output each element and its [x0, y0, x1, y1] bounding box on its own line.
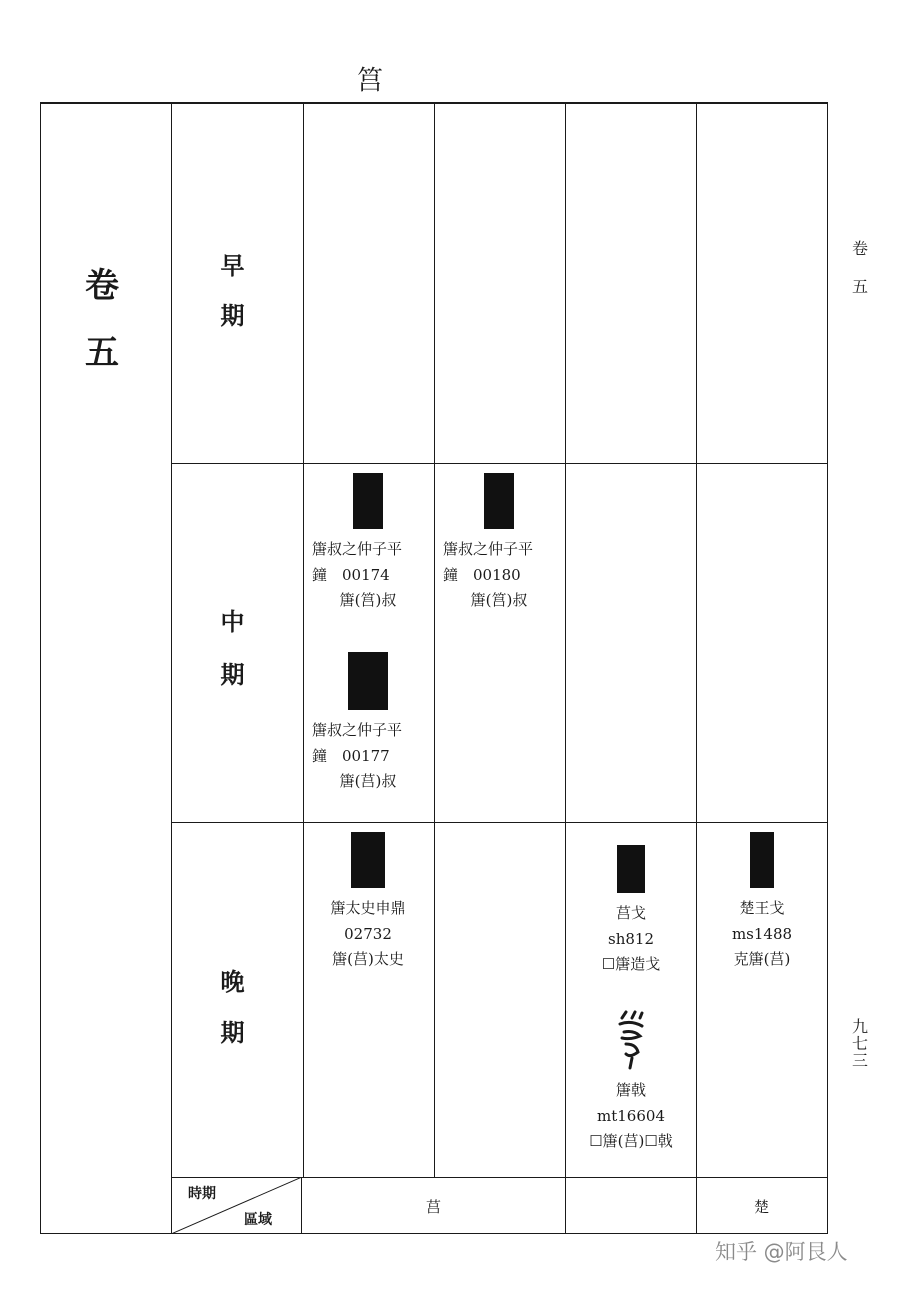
entry-late-4: [701, 832, 823, 973]
header-period: 時期: [188, 1186, 216, 1202]
entry-line: ☐篖造戈: [601, 955, 661, 973]
volume-char-1: 卷: [85, 266, 119, 306]
entry-middle-2: [312, 652, 424, 795]
page-number-1: 九: [851, 1017, 868, 1036]
entry-line: sh812: [608, 929, 654, 948]
entry-late-2: [570, 845, 692, 978]
volume-char-2: 五: [85, 333, 119, 373]
inscription-rubbing-image: [484, 473, 514, 529]
period-early-2: 期: [220, 301, 245, 330]
entry-line: 篖(筥)叔: [470, 591, 528, 609]
watermark: 知乎 @阿艮人: [715, 1240, 848, 1264]
entry-line: 鐘 00174: [312, 565, 390, 584]
entry-line: 篖太史申鼎: [330, 899, 406, 917]
inscription-rubbing-image: [351, 832, 385, 888]
entry-line: 篖(莒)太史: [332, 950, 404, 968]
period-middle-1: 中: [220, 607, 245, 636]
entry-line: 篖叔之仲子平: [312, 540, 403, 558]
page-title: 筥: [356, 66, 383, 96]
entry-line: 02732: [344, 924, 392, 943]
header-region: 區域: [244, 1212, 272, 1228]
entry-line: 篖戟: [615, 1081, 646, 1099]
entry-line: 楚王戈: [739, 899, 785, 917]
side-volume-2: 五: [851, 277, 868, 296]
inscription-rubbing-image: [353, 473, 383, 529]
entry-late-1: [308, 832, 428, 973]
entry-line: 莒戈: [615, 904, 646, 922]
period-late-2: 期: [220, 1018, 245, 1047]
region-ju: 莒: [425, 1198, 441, 1216]
period-late-1: 晚: [220, 967, 245, 996]
entry-middle-1: [312, 473, 424, 614]
entry-line: 鐘 00177: [312, 746, 390, 765]
entry-line: 鐘 00180: [443, 565, 521, 584]
side-volume-1: 卷: [851, 239, 868, 258]
entry-line: 篖叔之仲子平: [312, 721, 403, 739]
page-number-3: 三: [851, 1051, 868, 1070]
entry-line: 篖叔之仲子平: [443, 540, 534, 558]
page-number-2: 七: [851, 1034, 868, 1053]
inscription-rubbing-image: [617, 845, 645, 893]
entry-late-3: [570, 1010, 692, 1155]
period-middle-2: 期: [220, 660, 245, 689]
inscription-rubbing-image: [750, 832, 774, 888]
entry-line: mt16604: [597, 1106, 665, 1125]
inscription-rubbing-image: [348, 652, 388, 710]
entry-line: 篖(莒)叔: [339, 772, 397, 790]
entry-middle-3: [443, 473, 555, 614]
entry-line: ms1488: [731, 924, 793, 943]
entry-line: 克篖(莒): [733, 950, 791, 968]
entry-line: ☐篖(莒)☐戟: [589, 1132, 673, 1150]
inscription-glyph-image: [616, 1010, 646, 1070]
entry-line: 篖(筥)叔: [339, 591, 397, 609]
period-early-1: 早: [220, 251, 245, 280]
region-chu: 楚: [753, 1198, 769, 1216]
